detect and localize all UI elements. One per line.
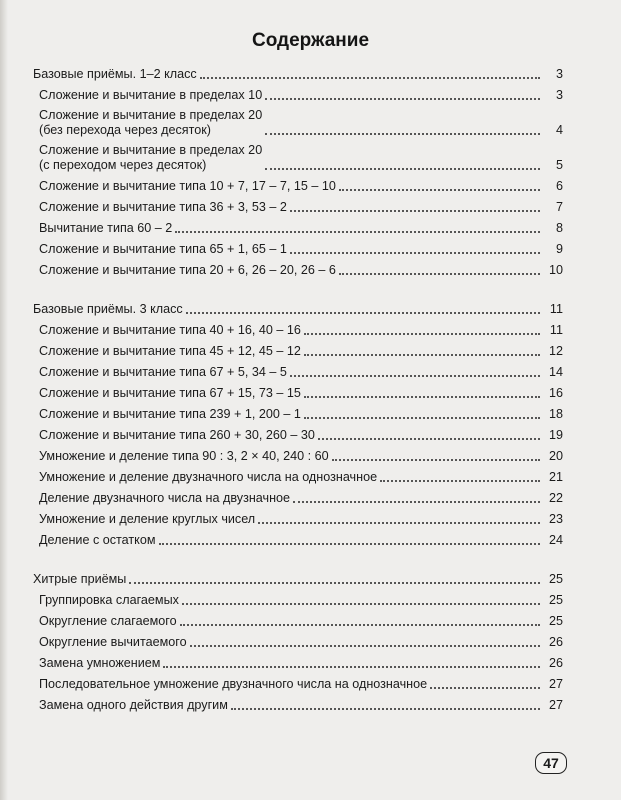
dot-leader [265,133,540,135]
toc-item[interactable] [33,446,563,467]
dot-leader [258,522,540,524]
dot-leader [290,210,540,212]
toc-page-number: 18 [548,407,563,421]
toc-page-number: 3 [555,67,563,81]
toc-page-number: 23 [548,512,563,526]
toc-page-number: 25 [548,593,563,607]
toc-heading-label: Базовые приёмы. 3 класс [33,302,183,316]
toc-item-label: Округление слагаемого [39,614,177,628]
toc-item[interactable] [33,85,563,106]
section-spacer [33,551,563,569]
toc-item-label: Вычитание типа 60 – 2 [39,221,173,235]
toc-page-number: 11 [549,302,563,316]
page-title: Содержание [251,29,370,51]
toc-item[interactable] [33,362,563,383]
toc-item-label: Сложение и вычитание типа 239 + 1, 200 – 1 [39,407,301,421]
dot-leader [159,543,541,545]
page-number-badge: 47 [535,752,567,774]
toc-item[interactable] [33,674,563,695]
dot-leader [190,645,540,647]
dot-leader [430,687,540,689]
dot-leader [265,98,540,100]
dot-leader [318,438,540,440]
dot-leader [231,708,540,710]
toc-page-number: 27 [548,698,563,712]
toc-page-number: 11 [549,323,563,337]
dot-leader [129,582,540,584]
dot-leader [186,312,540,314]
dot-leader [175,231,540,233]
toc-item[interactable] [33,530,563,551]
toc-item-label: Группировка слагаемых [39,593,179,607]
dot-leader [304,396,540,398]
toc-item[interactable] [33,404,563,425]
toc-section-heading[interactable] [33,569,563,590]
toc-item-label: Сложение и вычитание в пределах 20 (с переходом через десяток) [39,143,263,172]
toc-page-number: 6 [555,179,563,193]
toc-section-heading[interactable] [33,64,563,85]
toc-item-label: Сложение и вычитание типа 260 + 30, 260 – 30 [39,428,315,442]
toc-item-label: Сложение и вычитание типа 40 + 16, 40 – 16 [39,323,301,337]
toc-page-number: 27 [548,677,563,691]
dot-leader [180,624,540,626]
toc-item[interactable] [33,383,563,404]
toc-item-label: Умножение и деление типа 90 : 3, 2 × 40, 240 : 60 [39,449,329,463]
toc-item[interactable] [33,141,563,176]
dot-leader [339,273,540,275]
toc-item[interactable] [33,653,563,674]
toc-page-number: 3 [555,88,563,102]
dot-leader [265,168,540,170]
toc-item-label: Замена умножением [39,656,161,670]
toc-page-number: 14 [548,365,563,379]
toc-item[interactable] [33,509,563,530]
toc-page-number: 4 [555,123,563,137]
toc-item-label: Округление вычитаемого [39,635,187,649]
page-edge-shadow [0,0,8,800]
dot-leader [304,333,540,335]
toc-page-number: 10 [548,263,563,277]
toc-item-label: Умножение и деление круглых чисел [39,512,256,526]
toc-item[interactable] [33,632,563,653]
dot-leader [380,480,540,482]
toc-page-number: 24 [548,533,563,547]
table-of-contents [33,64,563,716]
toc-item[interactable] [33,488,563,509]
toc-item[interactable] [33,320,563,341]
toc-item-label: Сложение и вычитание типа 36 + 3, 53 – 2 [39,200,287,214]
toc-page-number: 25 [548,614,563,628]
toc-page-number: 21 [548,470,563,484]
dot-leader [182,603,540,605]
toc-item[interactable] [33,106,563,141]
toc-item[interactable] [33,218,563,239]
toc-item-label: Сложение и вычитание типа 10 + 7, 17 – 7, 15 – 10 [39,179,336,193]
toc-page-number: 22 [548,491,563,505]
toc-page-number: 9 [555,242,563,256]
toc-page-number: 20 [548,449,563,463]
toc-page-number: 5 [555,158,563,172]
toc-page-number: 26 [548,656,563,670]
dot-leader [290,375,540,377]
toc-item[interactable] [33,197,563,218]
dot-leader [290,252,540,254]
section-spacer [33,281,563,299]
toc-item[interactable] [33,260,563,281]
toc-page-number: 16 [548,386,563,400]
toc-page-number: 26 [548,635,563,649]
toc-item-label: Сложение и вычитание типа 67 + 15, 73 – 15 [39,386,301,400]
toc-page-number: 12 [548,344,563,358]
toc-item[interactable] [33,611,563,632]
toc-item-label: Умножение и деление двузначного числа на однозначное [39,470,378,484]
toc-page-number: 25 [548,572,563,586]
toc-item[interactable] [33,467,563,488]
toc-section-heading[interactable] [33,299,563,320]
toc-item[interactable] [33,239,563,260]
toc-page-number: 19 [548,428,563,442]
toc-item[interactable] [33,590,563,611]
toc-item-label: Деление с остатком [39,533,156,547]
toc-heading-label: Базовые приёмы. 1–2 класс [33,67,197,81]
toc-item[interactable] [33,695,563,716]
toc-item[interactable] [33,341,563,362]
dot-leader [200,77,540,79]
toc-item-label: Деление двузначного числа на двузначное [39,491,291,505]
toc-item-label: Последовательное умножение двузначного числа на однозначное [39,677,428,691]
toc-item[interactable] [33,176,563,197]
dot-leader [304,354,540,356]
dot-leader [304,417,540,419]
toc-item-label: Сложение и вычитание типа 20 + 6, 26 – 20, 26 – 6 [39,263,336,277]
toc-item-label: Сложение и вычитание типа 45 + 12, 45 – 12 [39,344,301,358]
toc-item-label: Сложение и вычитание типа 65 + 1, 65 – 1 [39,242,287,256]
toc-page-number: 8 [555,221,563,235]
toc-item-label: Замена одного действия другим [39,698,228,712]
toc-item-label: Сложение и вычитание в пределах 20 (без перехода через десяток) [39,108,263,137]
toc-item-label: Сложение и вычитание типа 67 + 5, 34 – 5 [39,365,287,379]
dot-leader [293,501,540,503]
dot-leader [163,666,540,668]
dot-leader [339,189,540,191]
toc-heading-label: Хитрые приёмы [33,572,127,586]
dot-leader [332,459,540,461]
toc-item-label: Сложение и вычитание в пределах 10 [39,88,263,102]
toc-item[interactable] [33,425,563,446]
toc-page-number: 7 [555,200,563,214]
